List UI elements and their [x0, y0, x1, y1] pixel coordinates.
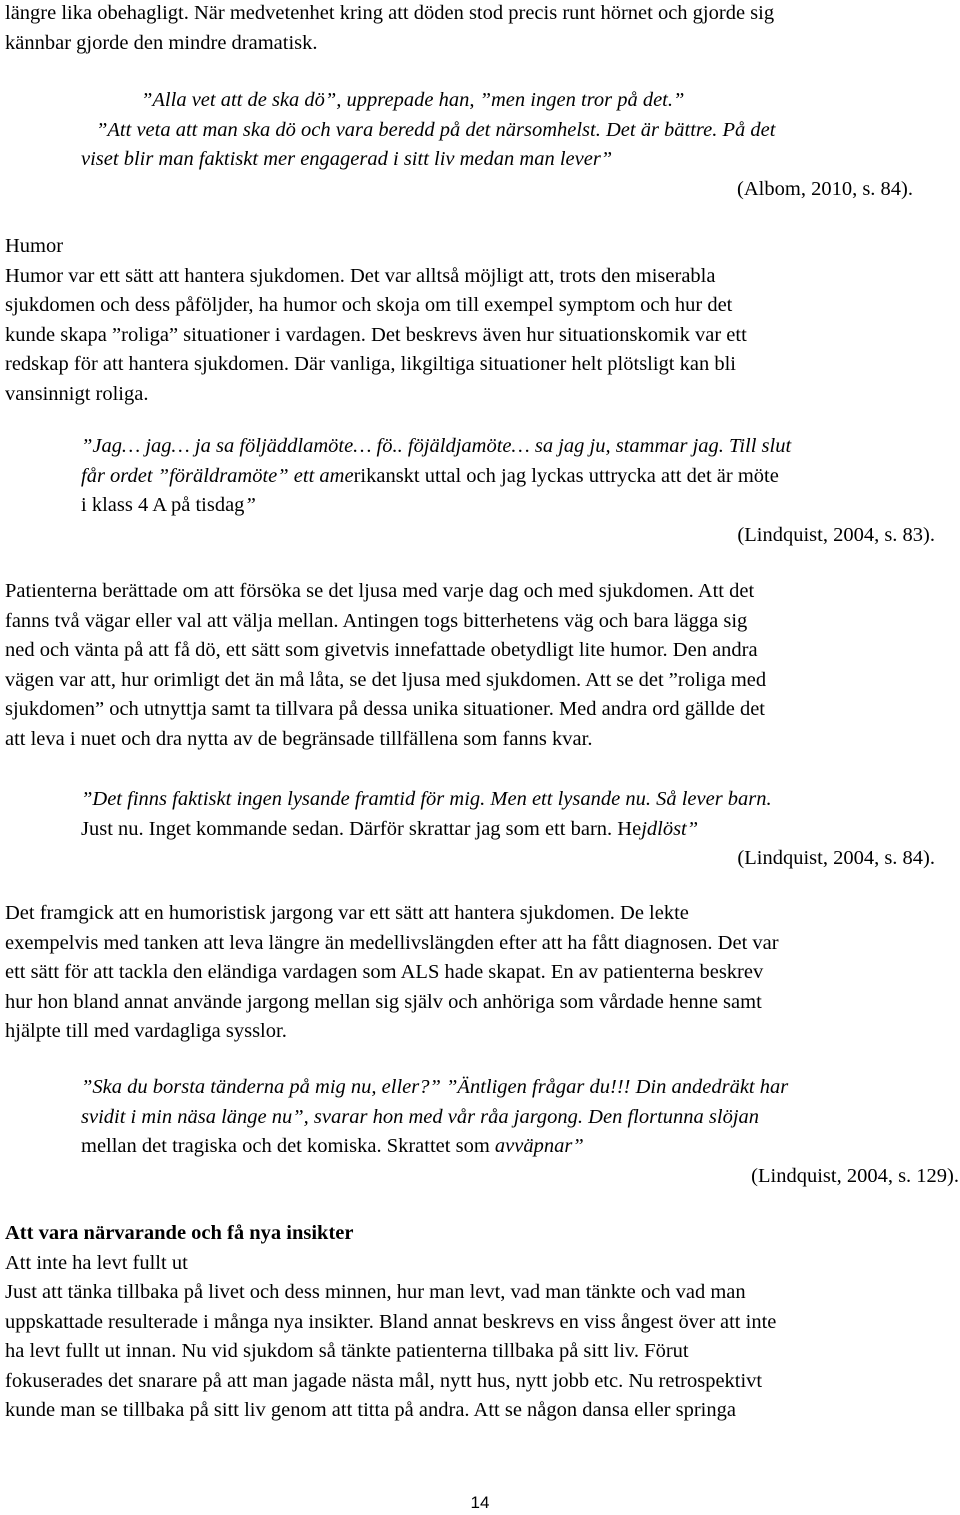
block-quote-lindquist-129 [81, 1073, 959, 1191]
humor-section [5, 232, 955, 409]
quote-fragment: rikanskt uttal och jag lyckas uttrycka att det är möte [353, 464, 779, 487]
citation: (Lindquist, 2004, s. 84). [737, 847, 935, 869]
text-line: Det framgick att en humoristisk jargong var ett sätt att hantera sjukdomen. De lekte [5, 902, 689, 924]
text-line: hjälpte till med vardagliga sysslor. [5, 1020, 287, 1042]
text-line: längre lika obehagligt. När medvetenhet kring att döden stod precis runt hörnet och gjorde sig [5, 2, 775, 24]
block-quote-lindquist-83 [81, 432, 953, 550]
block-quote-albom [81, 86, 953, 204]
text-line: Just att tänka tillbaka på livet och dess minnen, hur man levt, vad man tänkte och vad man [5, 1281, 746, 1303]
quote-fragment: avväpnar” [494, 1135, 584, 1157]
text-line: uppskattade resulterade i många nya insikter. Bland annat beskrevs en viss ångest över att inte [5, 1310, 777, 1333]
quote-line: svidit i min näsa länge nu”, svarar hon med vår råa jargong. Den flortunna slöjan [81, 1105, 760, 1128]
quote-line [81, 491, 953, 521]
text-line: vägen var att, hur orimligt det än må låta, se det ljusa med sjukdomen. Att se det ”roliga med [5, 668, 767, 691]
text-line: ett sätt för att tackla den eländiga vardagen som ALS hade skapat. En av patienterna beskrev [5, 961, 764, 983]
text-line: sjukdomen och dess påföljder, ha humor och skoja om till exempel symptom och hur det [5, 294, 733, 316]
citation: (Lindquist, 2004, s. 83). [737, 523, 935, 546]
text-line: exempelvis med tanken att leva längre än medellivslängden efter att ha fått diagnosen. Det var [5, 931, 779, 954]
quote-line [81, 1132, 953, 1162]
quote-fragment: mellan det tragiska och det komiska. Skrattet som [81, 1135, 495, 1157]
quote-line: ”Det finns faktiskt ingen lysande framtid för mig. Men ett lysande nu. Så lever barn. [81, 788, 772, 810]
quote-line: ”Att veta att man ska dö och vara beredd på det närsomhelst. Det är bättre. På det [96, 118, 776, 141]
text-line: att leva i nuet och dra nytta av de begränsade tillfällena som fanns kvar. [5, 727, 593, 750]
quote-fragment: får ordet ”föräldramöte” ett ame [81, 464, 354, 487]
text-line: ned och vänta på att få dö, ett sätt som givetvis innefattade obetydligt lite humor. Den andra [5, 639, 758, 661]
citation: (Albom, 2010, s. 84). [737, 177, 913, 200]
text-line: fokuserades det snarare på att man jagade nästa mål, nytt hus, nytt jobb etc. Nu retrospektivt [5, 1369, 763, 1392]
text-line: ha levt fullt ut innan. Nu vid sjukdom så tänkte patienterna tillbaka på sitt liv. Förut [5, 1340, 689, 1362]
text-line: Patienterna berättade om att försöka se det ljusa med varje dag och med sjukdomen. Att det [5, 580, 755, 602]
quote-fragment: ” [244, 494, 256, 516]
quote-fragment: jdlöst” [641, 817, 699, 840]
insights-section [5, 1219, 955, 1426]
page-number: 14 [470, 1493, 490, 1512]
text-line: sjukdomen” och utnyttja samt ta tillvara på dessa unika situationer. Med andra ord gällde det [5, 698, 766, 720]
jargon-paragraph [5, 899, 955, 1047]
text-line: hur hon bland annat använde jargong mellan sig själv och anhöriga som vårdade henne samt [5, 990, 762, 1013]
section-heading: Att vara närvarande och få nya insikter [5, 1222, 354, 1244]
citation: (Lindquist, 2004, s. 129). [751, 1164, 959, 1187]
text-line: vansinnigt roliga. [5, 382, 149, 405]
quote-fragment: i klass 4 A på tisdag [81, 494, 245, 516]
quote-line: ”Jag… jag… ja sa följäddlamöte… fö.. föjäldjamöte… sa jag ju, stammar jag. Till slut [81, 435, 792, 457]
subheading-humor: Humor [5, 235, 64, 257]
text-line: fanns två vägar eller val att välja mellan. Antingen togs bitterhetens väg och bara lägga sig [5, 609, 748, 632]
intro-paragraph [5, 0, 955, 58]
text-line: kännbar gjorde den mindre dramatisk. [5, 31, 318, 54]
quote-line: ”Ska du borsta tänderna på mig nu, eller?” ”Äntligen frågar du!!! Din andedräkt har [81, 1076, 789, 1098]
quote-fragment: Just nu. Inget kommande sedan. Därför skrattar jag som ett barn. He [81, 817, 642, 840]
subheading: Att inte ha levt fullt ut [5, 1251, 188, 1274]
text-line: kunde man se tillbaka på sitt liv genom att titta på andra. Att se någon dansa eller springa [5, 1399, 736, 1421]
block-quote-lindquist-84 [81, 785, 953, 874]
quote-line: ”Alla vet att de ska dö”, upprepade han, ”men ingen tror på det.” [141, 89, 685, 111]
text-line: kunde skapa ”roliga” situationer i vardagen. Det beskrevs även hur situationskomik var ett [5, 323, 747, 346]
quote-line [81, 462, 953, 492]
quote-line: viset blir man faktiskt mer engagerad i sitt liv medan man lever” [81, 148, 613, 170]
quote-line [81, 815, 953, 845]
text-line: redskap för att hantera sjukdomen. Där vanliga, likgiltiga situationer helt plötsligt kan bli [5, 353, 736, 375]
text-line: Humor var ett sätt att hantera sjukdomen. Det var alltså möjligt att, trots den miserabla [5, 264, 716, 287]
patient-paragraph [5, 577, 955, 754]
